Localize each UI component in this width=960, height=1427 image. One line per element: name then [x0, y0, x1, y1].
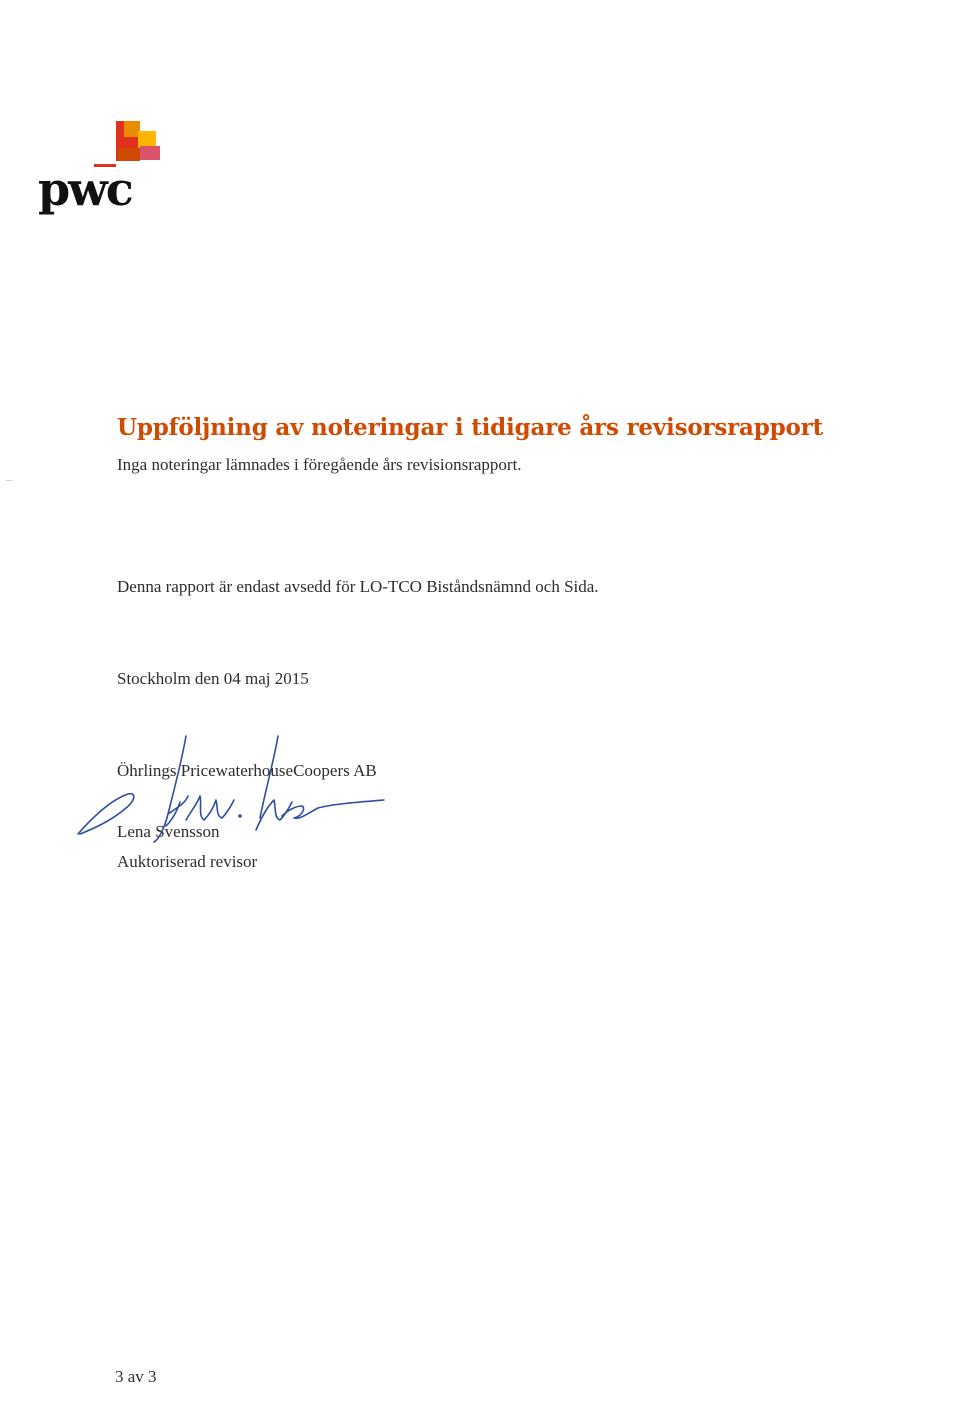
pwc-logo-wordmark: pwc — [38, 162, 132, 216]
disclaimer-text: Denna rapport är endast avsedd för LO-TCO Biståndsnämnd och Sida. — [117, 577, 599, 596]
firm-name: Öhrlings PricewaterhouseCoopers AB — [117, 761, 377, 780]
section-heading: Uppföljning av noteringar i tidigare års revisorsrapport — [117, 414, 823, 441]
signatory-name: Lena Svensson — [117, 822, 220, 841]
pwc-logo-mark — [38, 118, 168, 168]
page-number: 3 av 3 — [115, 1367, 157, 1386]
scan-artifact — [6, 480, 12, 481]
section-body: Inga noteringar lämnades i föregående års revisionsrapport. — [117, 455, 522, 474]
place-and-date: Stockholm den 04 maj 2015 — [117, 669, 309, 688]
pwc-logo — [38, 118, 168, 218]
signatory-title: Auktoriserad revisor — [117, 852, 258, 871]
